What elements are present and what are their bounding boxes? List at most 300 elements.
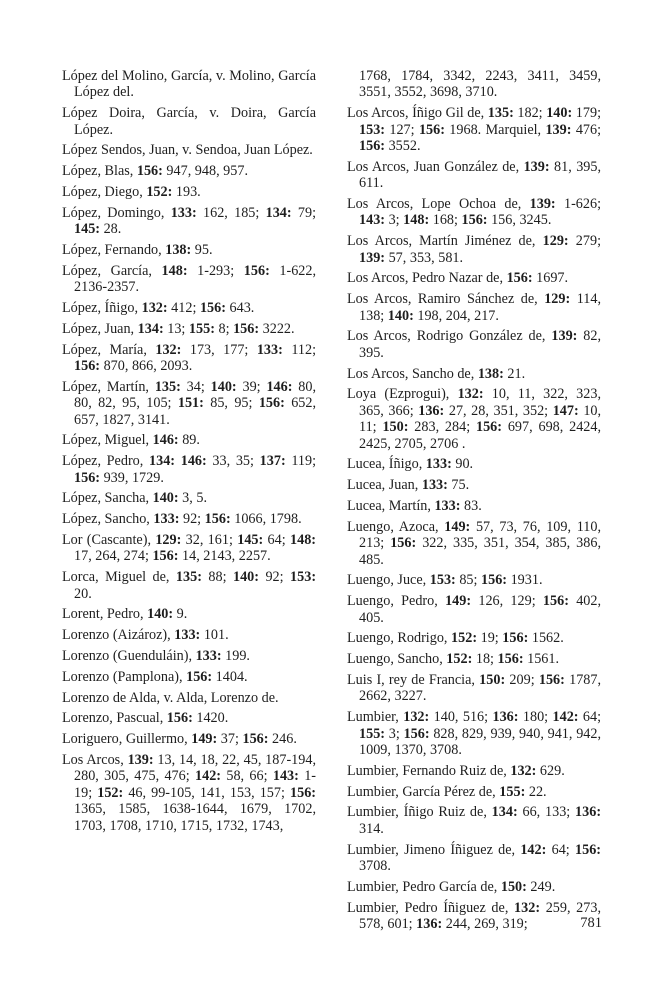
volume-number: 132: (141, 300, 168, 316)
page-references: 162, 185; (203, 204, 260, 221)
page-references: 199. (225, 648, 250, 664)
volume-number: 135: (175, 569, 202, 586)
page-references: 198, 204, 217. (417, 307, 499, 324)
index-entry (62, 300, 316, 316)
volume-number: 156: (359, 138, 386, 155)
index-entry (62, 205, 316, 238)
index-entry-name: López, Miguel, (62, 432, 150, 449)
index-entry (347, 328, 601, 361)
page-references: 89. (182, 432, 200, 449)
page-references: 8; (218, 320, 230, 337)
volume-number: 135: (487, 105, 514, 122)
index-entry (62, 490, 316, 506)
index-entry-name: López, Blas, (62, 163, 134, 180)
page-references: 14, 2143, 2257. (182, 548, 271, 565)
index-entry (347, 804, 601, 837)
index-entry-name: Lumbier, Pedro García de, (347, 878, 498, 895)
page-references: 3, 5. (182, 490, 207, 507)
page-references: 652, 657, 1827, 3141. (74, 395, 317, 428)
volume-number: 146: (152, 432, 179, 449)
volume-number: 139: (127, 751, 154, 768)
index-entry-name: Los Arcos, Pedro Nazar de, (347, 270, 504, 287)
volume-number: 156: (290, 784, 317, 801)
page-references: 64; (267, 532, 286, 548)
index-entry (62, 142, 316, 158)
page-references: 21. (507, 365, 526, 382)
volume-number: 156: (461, 212, 488, 229)
volume-number: 136: (492, 709, 519, 726)
volume-number: 152: (446, 651, 473, 668)
volume-number: 153: (429, 572, 456, 589)
volume-number: 140: (210, 378, 237, 395)
index-entry (347, 709, 601, 758)
volume-number: 133: (195, 648, 222, 664)
page-references: 127; (389, 121, 415, 138)
page-references: 19; (480, 630, 499, 647)
volume-number: 156: (243, 262, 270, 279)
page-references: 58, 66; (226, 768, 268, 785)
index-entry (62, 569, 316, 602)
index-entry-name: Lucea, Martín, (347, 498, 431, 515)
volume-number: 134: (149, 453, 176, 470)
page-references: 3708. (359, 858, 391, 875)
volume-number: 133: (434, 498, 461, 515)
page-references: 119; (291, 453, 317, 470)
page-references: 81, 395, 611. (359, 158, 602, 192)
page-references: 10, 11, 322, 323, 365, 366; (359, 386, 601, 419)
volume-number: 133: (153, 511, 180, 528)
volume-number: 156: (497, 651, 524, 668)
index-entry-name: Los Arcos, Rodrigo González de, (347, 328, 546, 345)
index-entry (62, 432, 316, 448)
page-references: 32, 161; (185, 532, 233, 548)
page-references: 46, 99-105, 141, 153, 157; (128, 784, 285, 801)
page-references: 1697. (536, 270, 569, 287)
index-entry (62, 242, 316, 258)
index-entry-name: Luis I, rey de Francia, (347, 672, 475, 689)
index-entry (62, 710, 316, 726)
index-entry-name: Loya (Ezprogui), (347, 386, 450, 403)
page-references: 13; (167, 320, 186, 337)
index-entry (347, 519, 601, 568)
volume-number: 134: (265, 204, 292, 221)
volume-number: 138: (477, 365, 504, 382)
page-references: 75. (451, 477, 470, 494)
page-references: 182; (517, 105, 543, 122)
page-references: 1-622, 2136-2357. (74, 262, 317, 296)
index-entry-name: Lor (Cascante), (62, 532, 151, 548)
page-references: 179; (575, 105, 602, 122)
index-entry (347, 651, 601, 667)
index-entry (347, 386, 601, 452)
index-entry-name: Los Arcos, Íñigo Gil de, (347, 105, 485, 122)
index-entry (62, 321, 316, 337)
volume-number: 143: (272, 768, 299, 785)
volume-number: 156: (258, 395, 285, 412)
volume-number: 142: (552, 709, 579, 726)
page-references: 476; (575, 121, 602, 138)
volume-number: 129: (544, 291, 571, 308)
index-entry-name: Lucea, Juan, (347, 477, 419, 494)
volume-number: 151: (177, 395, 204, 412)
volume-number: 135: (154, 378, 181, 395)
volume-number: 139: (359, 249, 386, 266)
index-entry (62, 669, 316, 685)
page-references: 92; (265, 569, 284, 586)
page-references: 85; (459, 572, 478, 589)
volume-number: 133: (256, 341, 283, 358)
page-references: 259, 273, 578, 601; (359, 899, 602, 933)
volume-number: 136: (418, 402, 445, 419)
page-references: 314. (359, 820, 384, 837)
index-entry-name: López, Domingo, (62, 204, 165, 221)
volume-number: 132: (403, 709, 430, 726)
page-references: 28. (103, 221, 122, 238)
volume-number: 140: (232, 569, 259, 586)
page-references: 697, 698, 2424, 2425, 2705, 2706 . (359, 419, 602, 452)
volume-number: 149: (191, 731, 218, 748)
page-references: 39; (242, 378, 261, 395)
volume-number: 132: (457, 386, 484, 403)
page-references: 322, 335, 351, 354, 385, 386, 485. (359, 535, 601, 568)
page-references: 64; (551, 841, 570, 858)
page-references: 3; (388, 725, 400, 742)
index-entry (62, 752, 316, 834)
index-entry (62, 163, 316, 179)
index-entry-name: Luengo, Sancho, (347, 651, 443, 668)
index-entry-name: Lumbier, Fernando Ruiz de, (347, 762, 507, 779)
page-references: 947, 948, 957. (166, 163, 248, 180)
index-entry-name: López, Pedro, (62, 453, 144, 470)
volume-number: 156: (403, 725, 430, 742)
page-references: 209; (509, 672, 535, 689)
page-references: 27, 28, 351, 352; (448, 402, 549, 419)
volume-number: 148: (290, 532, 317, 548)
index-entry-name: Luengo, Rodrigo, (347, 630, 448, 647)
index-entry (62, 379, 316, 428)
index-column-right (347, 68, 601, 937)
page-references: 57, 73, 76, 109, 110, 213; (359, 518, 601, 552)
page-references: 17, 264, 274; (74, 548, 149, 565)
volume-number: 132: (155, 341, 182, 358)
index-entry (62, 627, 316, 643)
index-entry (347, 572, 601, 588)
index-entry (347, 672, 601, 705)
page-references: 168; (432, 212, 458, 229)
index-entry (347, 879, 601, 895)
index-entry (347, 630, 601, 646)
page-references: 64; (582, 709, 602, 726)
volume-number: 142: (195, 768, 222, 785)
page-references: 95. (194, 242, 213, 258)
page-references: 18; (475, 651, 494, 668)
index-entry (347, 498, 601, 514)
page-references: 193. (175, 184, 201, 200)
volume-number: 156: (166, 710, 193, 727)
page-references: 13, 14, 18, 22, 45, 187-194, 280, 305, 475, 476; (74, 751, 317, 785)
page-references: 79; (297, 204, 317, 221)
page-references: 412; (171, 300, 197, 316)
index-entry-name: Los Arcos, Martín Jiménez de, (347, 233, 536, 250)
index-entry-name: López, Íñigo, (62, 300, 139, 316)
index-entry-name: Luengo, Pedro, (347, 593, 438, 610)
index-entry-name: López, María, (62, 341, 147, 358)
volume-number: 156: (481, 572, 508, 589)
volume-number: 148: (403, 212, 430, 229)
index-entry-name: Los Arcos, Sancho de, (347, 365, 475, 382)
index-entry-name: Lumbier, Pedro Íñiguez de, (347, 899, 509, 916)
page-references: 1365, 1585, 1638-1644, 1679, 1702, 1703, 1708, 1710, 1715, 1732, 1743, (74, 801, 316, 834)
volume-number: 140: (152, 490, 179, 507)
volume-number: 134: (137, 320, 164, 337)
index-entry (62, 68, 316, 101)
page-references: 828, 829, 939, 940, 941, 942, 1009, 1370, 3708. (359, 725, 602, 759)
index-entry (62, 606, 316, 622)
index-entry (347, 233, 601, 266)
index-entry-name: Lorenzo, Pascual, (62, 710, 164, 727)
volume-number: 156: (136, 163, 163, 180)
volume-number: 156: (199, 300, 226, 316)
index-entry-name: Los Arcos, Juan González de, (347, 158, 520, 175)
volume-number: 137: (259, 453, 286, 470)
page-references: 1787, 2662, 3227. (359, 672, 602, 705)
volume-number: 150: (479, 672, 506, 689)
index-entry-name: Lorenzo (Pamplona), (62, 668, 183, 685)
index-entry-name: López, Diego, (62, 184, 143, 200)
volume-number: 134: (491, 804, 518, 821)
volume-number: 155: (188, 320, 215, 337)
index-entry-name: López Doira, García, v. Doira, García López. (62, 105, 316, 138)
page-references: 92; (182, 511, 202, 528)
page-references: 90. (455, 456, 474, 473)
index-entry (347, 105, 601, 154)
page-references: 1404. (215, 668, 248, 685)
volume-number: 156: (418, 121, 445, 138)
index-entry (347, 593, 601, 626)
page-references: 629. (539, 762, 565, 779)
page-references: 1066, 1798. (234, 511, 302, 528)
volume-number: 146: (180, 453, 207, 470)
volume-number: 152: (97, 784, 124, 801)
index-entry (62, 532, 316, 565)
index-entry-name: Lumbier, Íñigo Ruiz de, (347, 804, 487, 821)
page-references: 402, 405. (359, 593, 602, 626)
page-references: 870, 866, 2093. (103, 358, 193, 374)
volume-number: 153: (359, 121, 386, 138)
index-entry-name: Los Arcos, (62, 751, 124, 768)
index-entry-name: Lucea, Íñigo, (347, 456, 423, 473)
page-references: 1968. Marquiel, (449, 121, 542, 138)
page-references: 1561. (527, 651, 560, 668)
page-references: 643. (229, 300, 255, 316)
volume-number: 156: (152, 548, 179, 565)
page-references: 283, 284; (414, 419, 471, 436)
volume-number: 138: (165, 242, 192, 258)
volume-number: 156: (242, 731, 269, 748)
index-entry (347, 456, 601, 472)
index-entry-name: Luengo, Juce, (347, 572, 427, 589)
volume-number: 129: (155, 532, 182, 548)
index-entry (62, 263, 316, 296)
index-entry (62, 453, 316, 486)
index-entry-name: López, Juan, (62, 320, 135, 337)
volume-number: 129: (542, 233, 569, 250)
index-entry-name: López, Sancha, (62, 490, 150, 507)
page-references: 66, 133; (522, 804, 571, 821)
page-references: 101. (203, 627, 229, 644)
page-references: 173, 177; (189, 341, 249, 358)
page-references: 37; (220, 731, 239, 748)
volume-number: 156: (502, 630, 529, 647)
page-references: 1-19; (74, 768, 317, 801)
index-entry (62, 105, 316, 138)
index-entry-name: Loriguero, Guillermo, (62, 731, 188, 748)
index-entry (347, 900, 601, 933)
page-references: 9. (176, 606, 188, 623)
page-references: 1931. (510, 572, 543, 589)
page-references: 156, 3245. (491, 212, 552, 229)
volume-number: 148: (161, 262, 188, 279)
page-references: 20. (74, 585, 92, 602)
volume-number: 156: (74, 358, 101, 374)
index-entry (62, 690, 316, 706)
index-entry (62, 648, 316, 664)
index-entry-name: López Sendos, Juan, v. Sendoa, Juan López. (62, 142, 313, 159)
page-references: 1420. (196, 710, 229, 727)
volume-number: 150: (382, 419, 409, 436)
page-references: 88; (208, 569, 227, 586)
index-entry (347, 784, 601, 800)
page-references: 939, 1729. (103, 469, 164, 486)
volume-number: 133: (170, 204, 197, 221)
volume-number: 139: (523, 158, 550, 175)
index-entry-name: López, Martín, (62, 378, 149, 395)
volume-number: 156: (186, 668, 213, 685)
page-references: 83. (464, 498, 482, 515)
index-entry (347, 366, 601, 382)
volume-number: 133: (421, 477, 448, 494)
volume-number: 156: (390, 535, 417, 552)
index-entry-name: Lorenzo de Alda, v. Alda, Lorenzo de. (62, 689, 279, 706)
page-references: 249. (530, 878, 556, 895)
volume-number: 153: (290, 569, 317, 586)
page-references: 244, 269, 319; (445, 916, 528, 933)
index-entry-name: Lorenzo (Guenduláin), (62, 648, 193, 664)
page-references: 34; (186, 378, 205, 395)
page-references: 140, 516; (433, 709, 489, 726)
index-entry-name: Lumbier, García Pérez de, (347, 783, 496, 800)
index-entry (347, 477, 601, 493)
index-entry (347, 270, 601, 286)
volume-number: 140: (387, 307, 414, 324)
volume-number: 133: (174, 627, 201, 644)
volume-number: 150: (500, 878, 527, 895)
index-entry-name: Lorent, Pedro, (62, 606, 144, 623)
page-references: 246. (272, 731, 297, 748)
index-entry-name: Los Arcos, Ramiro Sánchez de, (347, 291, 538, 308)
index-entry (347, 763, 601, 779)
index-column-left (62, 68, 316, 838)
volume-number: 139: (551, 328, 578, 345)
index-entry (62, 511, 316, 527)
volume-number: 156: (575, 841, 602, 858)
volume-number: 156: (233, 320, 260, 337)
volume-number: 156: (538, 672, 565, 689)
volume-number: 146: (266, 378, 293, 395)
page-references: 1-626; (563, 196, 602, 213)
volume-number: 155: (359, 725, 386, 742)
volume-number: 139: (529, 196, 556, 213)
index-entry-name: López, Sancho, (62, 511, 150, 528)
volume-number: 156: (506, 270, 533, 287)
page-references: 112; (291, 341, 317, 358)
page-references: 22. (528, 783, 547, 800)
volume-number: 136: (575, 804, 602, 821)
page-number: 781 (580, 915, 602, 931)
volume-number: 139: (545, 121, 572, 138)
index-entry-name: López, Fernando, (62, 242, 162, 258)
index-entry-name: Lorenzo (Aizároz), (62, 627, 171, 644)
page-references: 3222. (262, 320, 295, 337)
volume-number: 156: (74, 469, 101, 486)
volume-number: 132: (514, 899, 541, 916)
index-entry-name: López, García, (62, 262, 152, 279)
volume-number: 143: (359, 212, 386, 229)
volume-number: 149: (445, 593, 472, 610)
page-references: 33, 35; (212, 453, 254, 470)
page-references: 80, 80, 82, 95, 105; (74, 378, 317, 412)
index-entry-name: Luengo, Azoca, (347, 518, 439, 535)
volume-number: 152: (451, 630, 478, 647)
index-entry-name: Lorca, Miguel de, (62, 569, 170, 586)
volume-number: 140: (546, 105, 573, 122)
volume-number: 156: (542, 593, 569, 610)
volume-number: 149: (444, 518, 471, 535)
volume-number: 145: (74, 221, 101, 238)
page-references: 3552. (388, 138, 421, 155)
index-entry-name: Lumbier, Jimeno Íñiguez de, (347, 841, 516, 858)
volume-number: 142: (520, 841, 547, 858)
page-references: 279; (575, 233, 602, 250)
volume-number: 152: (146, 184, 173, 200)
index-entry (347, 196, 601, 229)
volume-number: 156: (475, 419, 502, 436)
volume-number: 132: (510, 762, 537, 779)
page-references: 180; (522, 709, 549, 726)
volume-number: 140: (147, 606, 174, 623)
index-entry (347, 842, 601, 875)
page-references: 10, 11; (359, 402, 602, 436)
index-entry (62, 731, 316, 747)
volume-number: 145: (237, 532, 264, 548)
index-entry (62, 184, 316, 200)
index-entry (347, 159, 601, 192)
page-references: 126, 129; (478, 593, 536, 610)
volume-number: 156: (204, 511, 231, 528)
index-entry-name: Los Arcos, Lope Ochoa de, (347, 196, 522, 213)
page-references: 57, 353, 581. (388, 249, 464, 266)
index-entry (347, 291, 601, 324)
volume-number: 136: (416, 916, 443, 933)
index-entry (62, 342, 316, 375)
page-references: 3; (388, 212, 400, 229)
index-entry-name: Lumbier, (347, 709, 399, 726)
volume-number: 133: (425, 456, 452, 473)
volume-number: 155: (499, 783, 526, 800)
page-references: 1562. (531, 630, 564, 647)
index-entry-continuation: 1768, 1784, 3342, 2243, 3411, 3459, 3551, 3552, 3698, 3710. (359, 68, 601, 101)
page-references: 114, 138; (359, 291, 602, 324)
